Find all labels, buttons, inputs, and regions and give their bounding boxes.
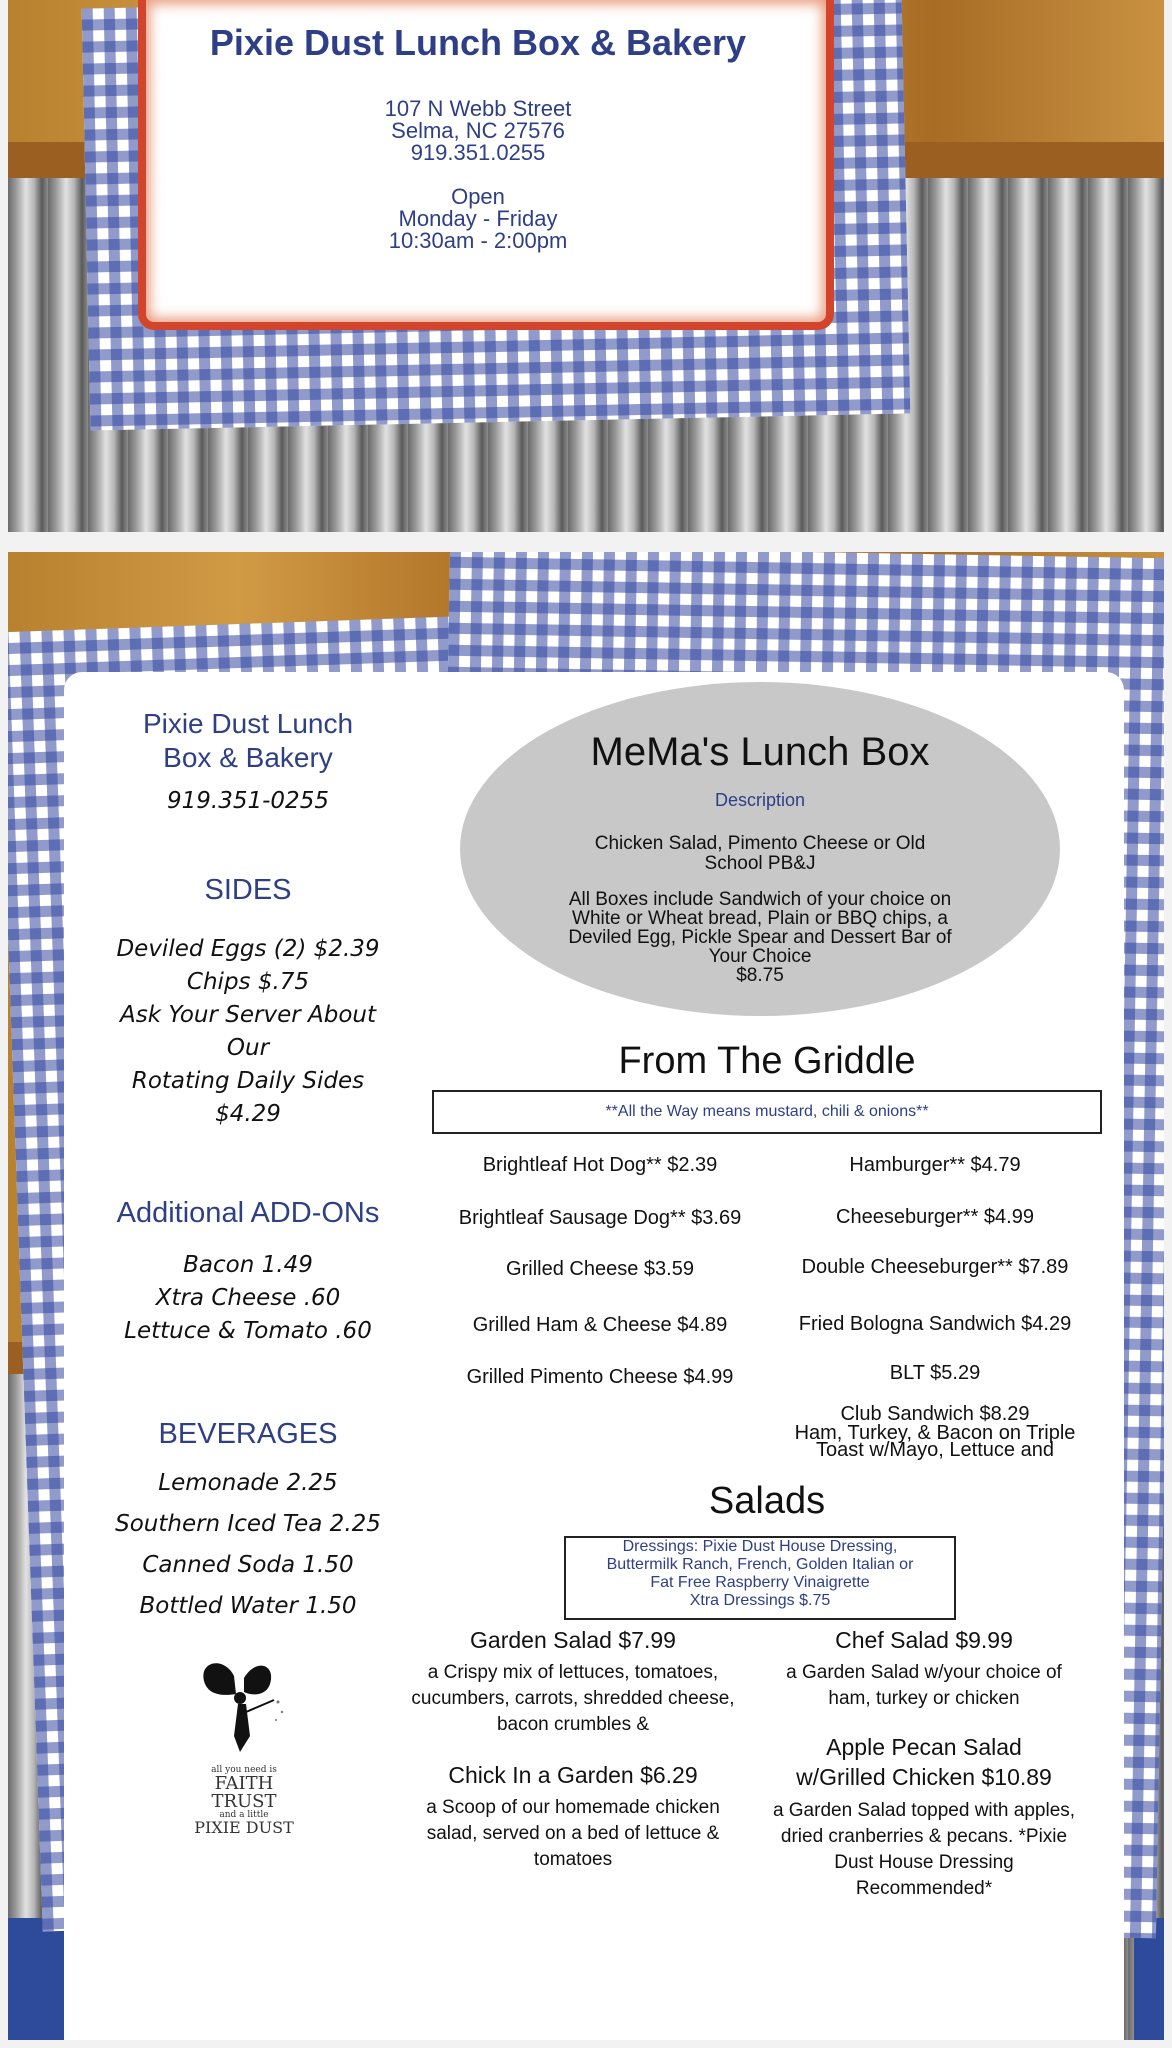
griddle-item: Grilled Cheese $3.59: [506, 1258, 694, 1280]
lunchbox-title: MeMa's Lunch Box: [590, 730, 930, 774]
addon-item: Lettuce & Tomato .60: [124, 1318, 372, 1344]
beverages-title: BEVERAGES: [158, 1418, 338, 1450]
logo-text-line: all you need is: [211, 1765, 277, 1775]
dressings-line: Buttermilk Ranch, French, Golden Italian or: [606, 1556, 914, 1573]
side-item: Our: [226, 1035, 270, 1061]
address-line1: 107 N Webb Street: [384, 96, 572, 121]
side-item: Rotating Daily Sides: [131, 1068, 365, 1094]
salad-desc: a Garden Salad w/your choice of ham, turkey or chicken: [786, 1662, 1062, 1709]
open-days: Monday - Friday: [398, 206, 558, 231]
salad-name: Chef Salad $9.99: [835, 1627, 1013, 1653]
open-label: Open: [451, 184, 505, 209]
salad-name: w/Grilled Chicken $10.89: [796, 1764, 1052, 1790]
menu-panel: [8, 552, 1164, 2040]
addon-item: Bacon 1.49: [183, 1252, 313, 1278]
griddle-item: BLT $5.29: [889, 1362, 981, 1384]
beverage-item: Bottled Water 1.50: [139, 1593, 357, 1619]
griddle-item: Double Cheeseburger** $7.89: [801, 1256, 1069, 1278]
sidebar-name-line2: Box & Bakery: [163, 742, 333, 773]
header-phone: 919.351.0255: [410, 140, 546, 165]
griddle-item: Brightleaf Hot Dog** $2.39: [482, 1154, 718, 1176]
business-name: Pixie Dust Lunch Box & Bakery: [209, 22, 747, 63]
open-hours: 10:30am - 2:00pm: [388, 228, 568, 253]
salad-desc: a Garden Salad topped with apples, dried cranberries & pecans. *Pixie Dust House Dressing Recommended*: [772, 1800, 1076, 1899]
club-sandwich-title: Club Sandwich $8.29: [840, 1403, 1030, 1425]
salad-desc: a Crispy mix of lettuces, tomatoes, cucumbers, carrots, shredded cheese, bacon crumbles &: [411, 1662, 735, 1735]
lunchbox-price: $8.75: [736, 965, 784, 986]
club-sandwich-desc: Toast w/Mayo, Lettuce and: [816, 1439, 1054, 1461]
salad-name: Apple Pecan Salad: [826, 1734, 1022, 1760]
logo-text-line: PIXIE DUST: [194, 1818, 294, 1837]
lunchbox-choices: Chicken Salad, Pimento Cheese or Old School PB&J: [594, 833, 926, 874]
salad-name: Chick In a Garden $6.29: [448, 1762, 698, 1788]
sidebar-name-line1: Pixie Dust Lunch: [142, 708, 354, 739]
side-item: Ask Your Server About: [119, 1002, 377, 1028]
sides-title: SIDES: [204, 874, 292, 906]
beverage-item: Southern Iced Tea 2.25: [115, 1511, 381, 1537]
logo-text-line: and a little: [219, 1810, 269, 1820]
fairy-icon: [194, 1656, 294, 1766]
fairy-logo-text: [184, 1766, 304, 1836]
griddle-item: Grilled Pimento Cheese $4.99: [466, 1366, 734, 1388]
lunchbox-description-label: Description: [714, 790, 806, 810]
header-panel: [8, 0, 1164, 532]
griddle-note: **All the Way means mustard, chili & onions**: [432, 1090, 1102, 1134]
dressings-line: Fat Free Raspberry Vinaigrette: [650, 1574, 870, 1591]
addon-item: Xtra Cheese .60: [155, 1285, 341, 1311]
club-sandwich-desc: Ham, Turkey, & Bacon on Triple: [794, 1422, 1076, 1444]
dressings-line: Dressings: Pixie Dust House Dressing,: [622, 1538, 898, 1555]
lunchbox-details: All Boxes include Sandwich of your choice on White or Wheat bread, Plain or BBQ chips, a Deviled Egg, Pickle Spear and Dessert Bar of Your Choice: [568, 889, 952, 967]
dressings-box: [564, 1536, 956, 1620]
salads-title: Salads: [708, 1480, 826, 1522]
beverage-item: Canned Soda 1.50: [142, 1552, 354, 1578]
griddle-title: From The Griddle: [618, 1040, 916, 1082]
side-item: Deviled Eggs (2) $2.39: [116, 936, 380, 962]
side-item: Chips $.75: [186, 969, 310, 995]
griddle-item: Hamburger** $4.79: [849, 1154, 1021, 1176]
griddle-item: Grilled Ham & Cheese $4.89: [472, 1314, 728, 1336]
sidebar-phone: 919.351-0255: [167, 788, 329, 814]
addons-title: Additional ADD-ONs: [116, 1197, 380, 1229]
griddle-item: Brightleaf Sausage Dog** $3.69: [458, 1207, 742, 1229]
logo-text-line: FAITH: [214, 1773, 274, 1794]
address-line2: Selma, NC 27576: [391, 118, 565, 143]
logo-text-line: TRUST: [211, 1791, 277, 1812]
griddle-item: Cheeseburger** $4.99: [836, 1206, 1034, 1228]
dressings-line: Xtra Dressings $.75: [689, 1592, 831, 1609]
beverage-item: Lemonade 2.25: [158, 1470, 338, 1496]
salad-desc: a Scoop of our homemade chicken salad, served on a bed of lettuce & tomatoes: [426, 1797, 720, 1870]
salad-name: Garden Salad $7.99: [470, 1627, 676, 1653]
griddle-item: Fried Bologna Sandwich $4.29: [798, 1313, 1072, 1335]
side-item: $4.29: [215, 1101, 281, 1127]
